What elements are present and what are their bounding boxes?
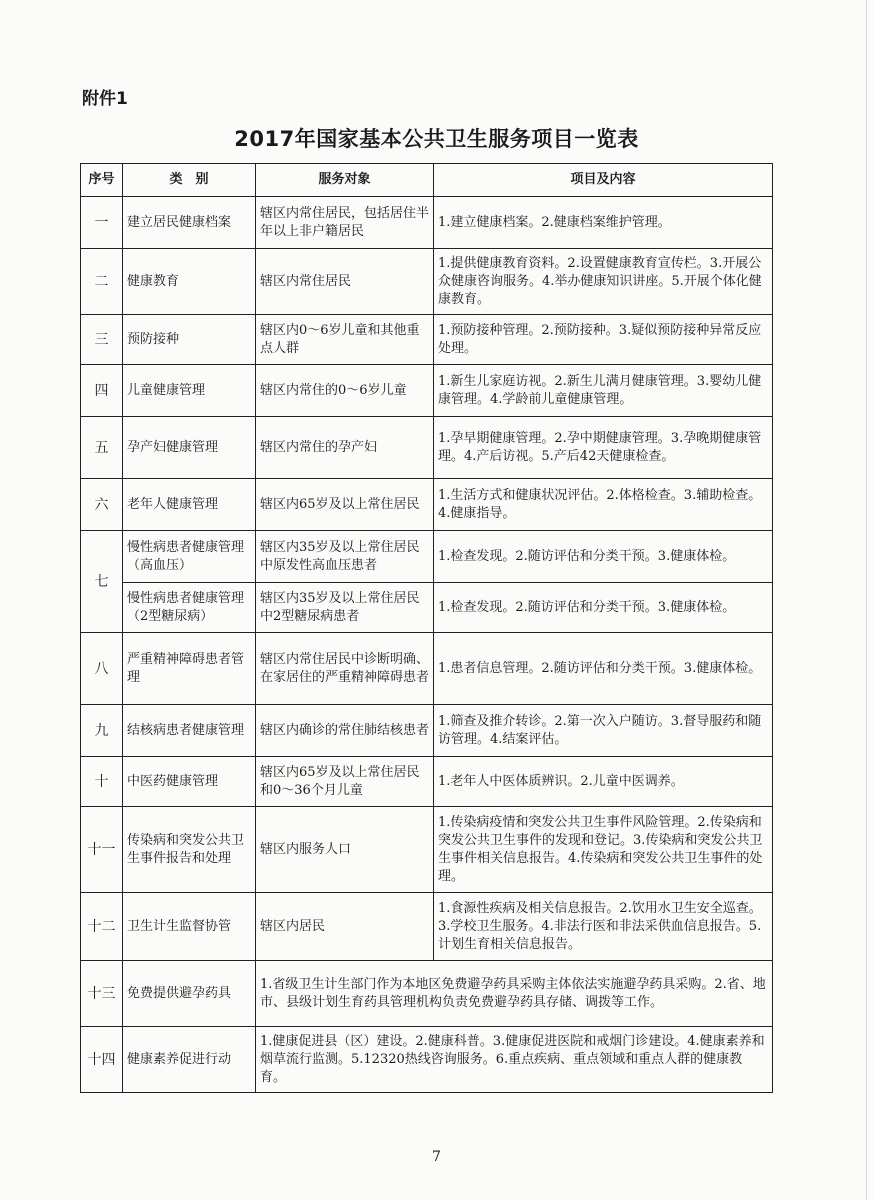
row-content: 1.检查发现。2.随访评估和分类干预。3.健康体检。: [434, 583, 773, 633]
document-title: 2017年国家基本公共卫生服务项目一览表: [234, 127, 639, 151]
row-number: 十四: [81, 1027, 123, 1093]
table-row: [81, 1027, 773, 1093]
row-target: 辖区内常住的孕产妇: [256, 417, 434, 479]
row-category: 严重精神障碍患者管理: [123, 633, 256, 705]
row-target: 辖区内常住居民中诊断明确、在家居住的严重精神障碍患者: [256, 633, 434, 705]
row-merged-content: 1.健康促进县（区）建设。2.健康科普。3.健康促进医院和戒烟门诊建设。4.健康素养和烟草流行监测。5.12320热线咨询服务。6.重点疾病、重点领域和重点人群的健康教育。: [256, 1027, 773, 1093]
row-target: 辖区内常住的0～6岁儿童: [256, 365, 434, 417]
row-target: 辖区内65岁及以上常住居民和0～36个月儿童: [256, 757, 434, 807]
header-category: 类 别: [123, 164, 256, 197]
row-content: 1.建立健康档案。2.健康档案维护管理。: [434, 197, 773, 249]
row-number: 三: [81, 315, 123, 365]
row-number: 六: [81, 479, 123, 531]
table-header-row: [81, 164, 773, 197]
table-row: [81, 961, 773, 1027]
row-target: 辖区内0～6岁儿童和其他重点人群: [256, 315, 434, 365]
table-row: [81, 757, 773, 807]
row-number: 四: [81, 365, 123, 417]
row-number: 八: [81, 633, 123, 705]
table-row: [81, 365, 773, 417]
row-target: 辖区内35岁及以上常住居民中原发性高血压患者: [256, 531, 434, 583]
row-category: 孕产妇健康管理: [123, 417, 256, 479]
header-content: 项目及内容: [434, 164, 773, 197]
table-row: [81, 479, 773, 531]
scan-edge: [866, 0, 867, 1200]
row-merged-content: 1.省级卫生计生部门作为本地区免费避孕药具采购主体依法实施避孕药具采购。2.省、地市、县级计划生育药具管理机构负责免费避孕药具存储、调拨等工作。: [256, 961, 773, 1027]
row-content: 1.老年人中医体质辨识。2.儿童中医调养。: [434, 757, 773, 807]
row-category: 传染病和突发公共卫生事件报告和处理: [123, 807, 256, 893]
attachment-label: 附件1: [82, 89, 128, 109]
row-number: 二: [81, 249, 123, 315]
table-row: [81, 633, 773, 705]
row-number: 十二: [81, 893, 123, 961]
table-row: [81, 249, 773, 315]
row-target: 辖区内服务人口: [256, 807, 434, 893]
page-number: 7: [432, 1149, 441, 1165]
row-category: 结核病患者健康管理: [123, 705, 256, 757]
row-number: 十一: [81, 807, 123, 893]
table-row: [81, 315, 773, 365]
row-number: 十: [81, 757, 123, 807]
row-number: 十三: [81, 961, 123, 1027]
row-target: 辖区内居民: [256, 893, 434, 961]
row-target: 辖区内确诊的常住肺结核患者: [256, 705, 434, 757]
row-content: 1.新生儿家庭访视。2.新生儿满月健康管理。3.婴幼儿健康管理。4.学龄前儿童健康管理。: [434, 365, 773, 417]
row-number: 七: [81, 531, 123, 633]
row-target: 辖区内常住居民，包括居住半年以上非户籍居民: [256, 197, 434, 249]
row-content: 1.预防接种管理。2.预防接种。3.疑似预防接种异常反应处理。: [434, 315, 773, 365]
table-row: [81, 893, 773, 961]
row-content: 1.传染病疫情和突发公共卫生事件风险管理。2.传染病和突发公共卫生事件的发现和登记。3.传染病和突发公共卫生事件相关信息报告。4.传染病和突发公共卫生事件的处理。: [434, 807, 773, 893]
row-content: 1.筛查及推介转诊。2.第一次入户随访。3.督导服药和随访管理。4.结案评估。: [434, 705, 773, 757]
row-content: 1.食源性疾病及相关信息报告。2.饮用水卫生安全巡查。3.学校卫生服务。4.非法行医和非法采供血信息报告。5.计划生育相关信息报告。: [434, 893, 773, 961]
row-number: 九: [81, 705, 123, 757]
table-row: [81, 531, 773, 583]
table-row: [81, 807, 773, 893]
row-content: 1.患者信息管理。2.随访评估和分类干预。3.健康体检。: [434, 633, 773, 705]
row-category: 健康教育: [123, 249, 256, 315]
row-category: 预防接种: [123, 315, 256, 365]
row-category: 中医药健康管理: [123, 757, 256, 807]
table-row: [81, 417, 773, 479]
row-number: 一: [81, 197, 123, 249]
row-category: 慢性病患者健康管理（高血压）: [123, 531, 256, 583]
row-category: 健康素养促进行动: [123, 1027, 256, 1093]
row-content: 1.提供健康教育资料。2.设置健康教育宣传栏。3.开展公众健康咨询服务。4.举办健康知识讲座。5.开展个体化健康教育。: [434, 249, 773, 315]
header-number: 序号: [81, 164, 123, 197]
row-content: 1.生活方式和健康状况评估。2.体格检查。3.辅助检查。4.健康指导。: [434, 479, 773, 531]
row-category: 卫生计生监督协管: [123, 893, 256, 961]
row-category: 儿童健康管理: [123, 365, 256, 417]
row-number: 五: [81, 417, 123, 479]
row-content: 1.孕早期健康管理。2.孕中期健康管理。3.孕晚期健康管理。4.产后访视。5.产后42天健康检查。: [434, 417, 773, 479]
row-target: 辖区内35岁及以上常住居民中2型糖尿病患者: [256, 583, 434, 633]
table-row: [81, 705, 773, 757]
header-target: 服务对象: [256, 164, 434, 197]
row-target: 辖区内65岁及以上常住居民: [256, 479, 434, 531]
row-category: 建立居民健康档案: [123, 197, 256, 249]
row-category: 慢性病患者健康管理（2型糖尿病）: [123, 583, 256, 633]
row-content: 1.检查发现。2.随访评估和分类干预。3.健康体检。: [434, 531, 773, 583]
row-target: 辖区内常住居民: [256, 249, 434, 315]
table-row: [81, 583, 773, 633]
row-category: 老年人健康管理: [123, 479, 256, 531]
service-items-table: [80, 163, 773, 1093]
row-category: 免费提供避孕药具: [123, 961, 256, 1027]
table-row: [81, 197, 773, 249]
